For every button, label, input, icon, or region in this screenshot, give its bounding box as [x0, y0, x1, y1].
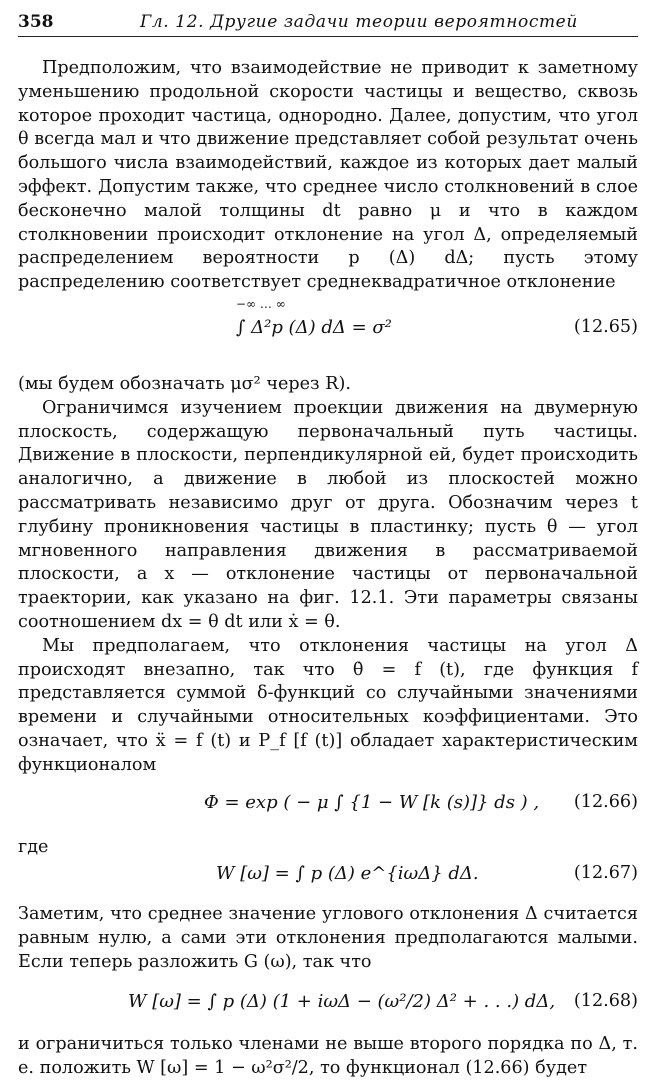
equation-12-65-body: ∫ Δ²p (Δ) dΔ = σ² [236, 316, 392, 338]
section-title: Гл. 12. Другие задачи теории вероятностей [140, 12, 578, 32]
equation-12-65-limits: −∞ … ∞ [236, 296, 286, 311]
paragraph-projection: Ограничимся изучением проекции движения на двумерную плоскость, содержащую первоначальный путь частицы. Движение в плоскости, перпендикулярной ей, будет происходить аналогично, а движение в любой из плоскостей можно рассматривать независимо друг от друга. Обозначим через t глубину проникновения частицы в пластинку; пусть θ — угол мгновенного направления движения в рассматриваемой плоскости, а x — отклонение частицы от первоначальной траектории, как указано на фиг. 12.1. Эти параметры связаны соотношением dx = θ dt или ẋ = θ. [18, 397, 638, 632]
equation-12-65-number: (12.65) [573, 316, 638, 337]
paragraph-assumptions: Предположим, что взаимодействие не приводит к заметному уменьшению продольной скорости частицы и вещество, сквозь которое проходит частица, однородно. Далее, допустим, что угол θ всегда мал и что движение представляет собой результат очень большого числа взаимодействий, каждое из которых дает малый эффект. Допустим также, что среднее число столкновений в слое бесконечно малой толщины dt равно μ и что в каждом столкновении происходит отклонение на угол Δ, определяемый распределением вероятности p (Δ) dΔ; пусть этому распределению соответствует среднеквадратичное отклонение [18, 58, 638, 293]
equation-12-68-body: W [ω] = ∫ p (Δ) (1 + iωΔ − (ω²/2) Δ² + . . .) dΔ, [128, 990, 556, 1012]
equation-12-68-number: (12.68) [573, 990, 638, 1011]
page-number: 358 [18, 12, 54, 32]
equation-12-66-body: Φ = exp ( − μ ∫ {1 − W [k (s)]} ds ) , [204, 791, 540, 813]
paragraph-sudden-deflections: Мы предполагаем, что отклонения частицы на угол Δ происходят внезапно, так что θ̇ = f (t), где функция f представляется суммой δ-функций со случайными значениями времени и случайными относительных коэффициентами. Это означает, что ẍ = f (t) и P_f [f (t)] обладает характеристическим функционалом [18, 635, 638, 775]
equation-12-68 [18, 975, 638, 1033]
equation-12-67-body: W [ω] = ∫ p (Δ) e^{iωΔ} dΔ. [216, 863, 479, 885]
equation-12-66 [18, 778, 638, 836]
equation-12-66-number: (12.66) [573, 791, 638, 812]
paragraph-mean-deflection: Заметим, что среднее значение углового отклонения Δ считается равным нулю, а сами эти отклонения предполагаются малыми. Если теперь разложить G (ω), так что [18, 904, 638, 972]
running-head [18, 8, 638, 37]
equation-12-65 [18, 295, 638, 373]
paragraph-second-order: и ограничиться только членами не выше второго порядка по Δ, т. е. положить W [ω] = 1 − ω²σ²/2, то функционал (12.66) будет [18, 1033, 638, 1078]
where-label: где [18, 836, 49, 857]
equation-12-67-number: (12.67) [573, 863, 638, 884]
book-page [18, 8, 638, 1080]
paragraph-notation-r: (мы будем обозначать μσ² через R). [18, 373, 351, 394]
equation-12-67 [18, 859, 638, 903]
